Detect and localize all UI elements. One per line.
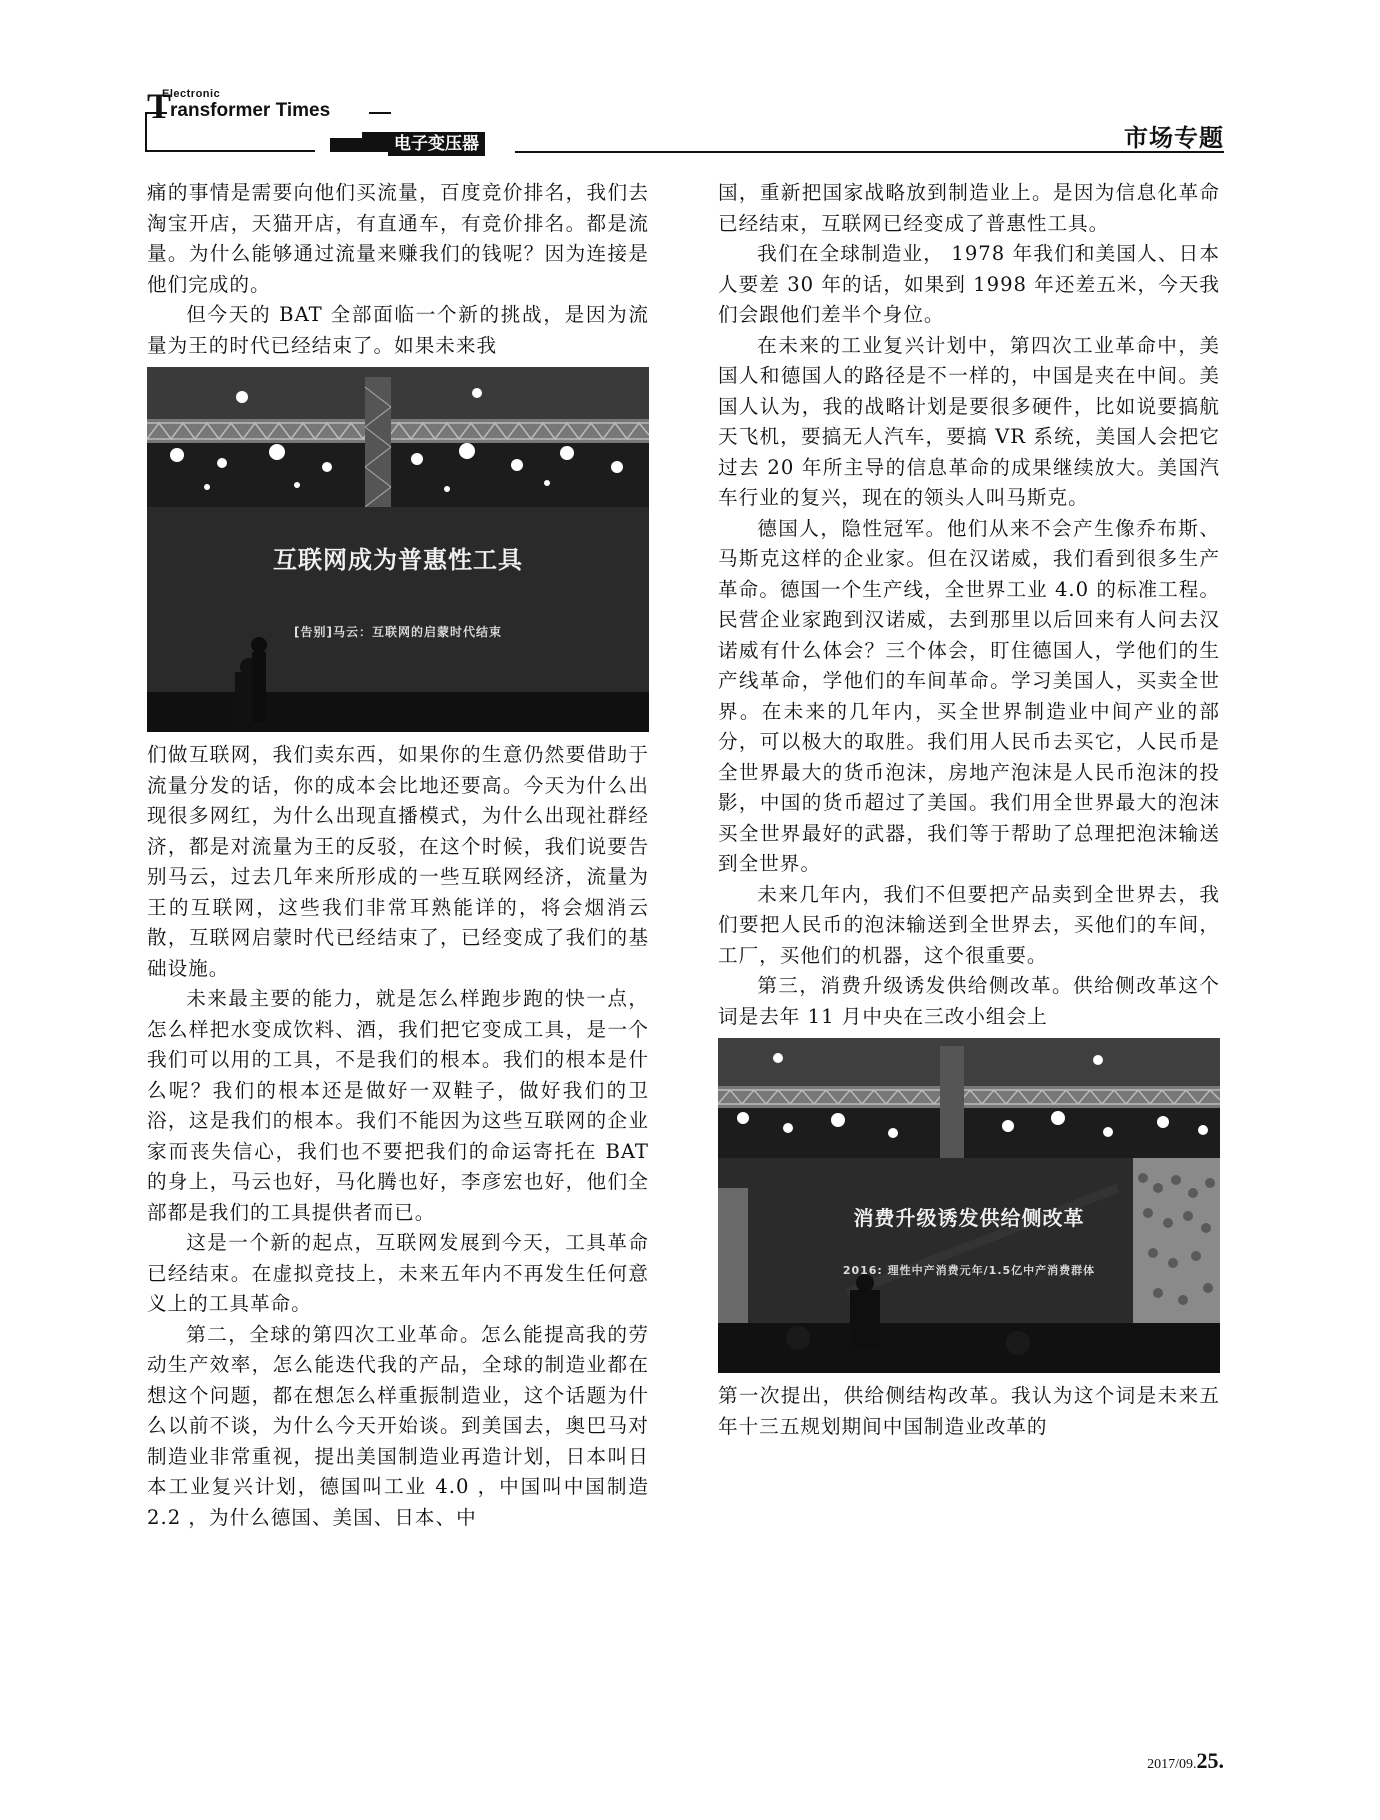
paragraph: 德国人，隐性冠军。他们从来不会产生像乔布斯、马斯克这样的企业家。但在汉诺威，我们看到很多生产革命。德国一个生产线，全世界工业 4.0 的标准工程。民营企业家跑到汉诺威，去到那里以后回来有人问去汉诺威有什么体会？三个体会，盯住德国人，学他们的生产线革命，学他们的车间革命。学习美国人，买卖全世界。在未来的几年内，买全世界制造业中间产业的部分，可以极大的取胜。我们用人民币去买它，人民币是全世界最大的货币泡沫，房地产泡沫是人民币泡沫的投影，中国的货币超过了美国。我们用全世界最大的泡沫买全世界最好的武器，我们等于帮助了总理把泡沫输送到全世界。	[718, 516, 1220, 875]
masthead-electronic: Electronic	[162, 88, 221, 100]
paragraph: 但今天的 BAT 全部面临一个新的挑战，是因为流量为王的时代已经结束了。如果未来我	[147, 303, 649, 357]
paragraph: 第一次提出，供给侧结构改革。我认为这个词是未来五年十三五规划期间中国制造业改革的	[718, 1384, 1220, 1438]
photo-2-screen-title: 消费升级诱发供给侧改革	[853, 1206, 1085, 1230]
paragraph: 国，重新把国家战略放到制造业上。是因为信息化革命已经结束，互联网已经变成了普惠性工具。	[718, 181, 1220, 235]
photo-1-screen-title: 互联网成为普惠性工具	[273, 546, 523, 574]
right-column	[718, 178, 1220, 1442]
paragraph: 未来几年内，我们不但要把产品卖到全世界去，我们要把人民币的泡沫输送到全世界去，买他们的车间，工厂，买他们的机器，这个很重要。	[718, 882, 1220, 967]
masthead-title: ransformer Times	[170, 100, 331, 121]
photo-1-screen-subtitle: [告别]马云：互联网的启蒙时代结束	[294, 625, 502, 639]
paragraph: 第三，消费升级诱发供给侧改革。供给侧改革这个词是去年 11 月中央在三改小组会上	[718, 974, 1220, 1028]
paragraph: 们做互联网，我们卖东西，如果你的生意仍然要借助于流量分发的话，你的成本会比地还要高。今天为什么出现很多网红，为什么出现直播模式，为什么出现社群经济，都是对流量为王的反驳，在这个时候，我们说要告别马云，过去几年来所形成的一些互联网经济，流量为王的互联网，这些我们非常耳熟能详的，将会烟消云散，互联网启蒙时代已经结束了，已经变成了我们的基础设施。	[147, 743, 649, 980]
paragraph: 痛的事情是需要向他们买流量，百度竞价排名，我们去淘宝开店，天猫开店，有直通车，有竞价排名。都是流量。为什么能够通过流量来赚我们的钱呢？因为连接是他们完成的。	[147, 181, 649, 296]
paragraph: 第二，全球的第四次工业革命。怎么能提高我的劳动生产效率，怎么能迭代我的产品，全球的制造业都在想这个问题，都在想怎么样重振制造业，这个话题为什么以前不谈，为什么今天开始谈。到美国去，奥巴马对制造业非常重视，提出美国制造业再造计划，日本叫日本工业复兴计划，德国叫工业 4.0 ，中国叫中国制造 2.2 ，为什么德国、美国、日本、中	[147, 1322, 649, 1529]
masthead-cn-logo: 电子变压器	[388, 132, 485, 156]
photo-2-screen-subtitle: 2016: 理性中产消费元年/1.5亿中产消费群体	[842, 1264, 1096, 1277]
paragraph: 这是一个新的起点，互联网发展到今天，工具革命已经结束。在虚拟竞技上，未来五年内不再发生任何意义上的工具革命。	[147, 1231, 649, 1315]
masthead-base-line	[145, 150, 315, 152]
masthead-trail-line	[369, 112, 391, 114]
left-column	[147, 178, 649, 1533]
stage-photo-1	[147, 367, 649, 732]
page-folio	[1147, 1748, 1224, 1774]
header-rule	[515, 151, 1224, 153]
section-title: 市场专题	[1124, 124, 1224, 152]
masthead-initial: T	[147, 86, 172, 126]
paragraph: 未来最主要的能力，就是怎么样跑步跑的快一点，怎么样把水变成饮料、酒，我们把它变成工具，是一个我们可以用的工具，不是我们的根本。我们的根本是什么呢？我们的根本还是做好一双鞋子，做好我们的卫浴，这是我们的根本。我们不能因为这些互联网的企业家而丧失信心，我们也不要把我们的命运寄托在 BAT 的身上，马云也好，马化腾也好，李彦宏也好，他们全部都是我们的工具提供者而已。	[147, 987, 649, 1224]
stage-photo-2	[718, 1038, 1220, 1373]
issue-date: 2017/09.	[1147, 1757, 1197, 1772]
page-number: 25.	[1196, 1748, 1224, 1773]
paragraph: 在未来的工业复兴计划中，第四次工业革命中，美国人和德国人的路径是不一样的，中国是夹在中间。美国人认为，我的战略计划是要很多硬件，比如说要搞航天飞机，要搞无人汽车，要搞 VR 系统，美国人会把它过去 20 年所主导的信息革命的成果继续放大。美国汽车行业的复兴，现在的领头人叫马斯克。	[718, 333, 1220, 509]
paragraph: 我们在全球制造业， 1978 年我们和美国人、日本人要差 30 年的话，如果到 1998 年还差五米，今天我们会跟他们差半个身位。	[718, 242, 1220, 326]
